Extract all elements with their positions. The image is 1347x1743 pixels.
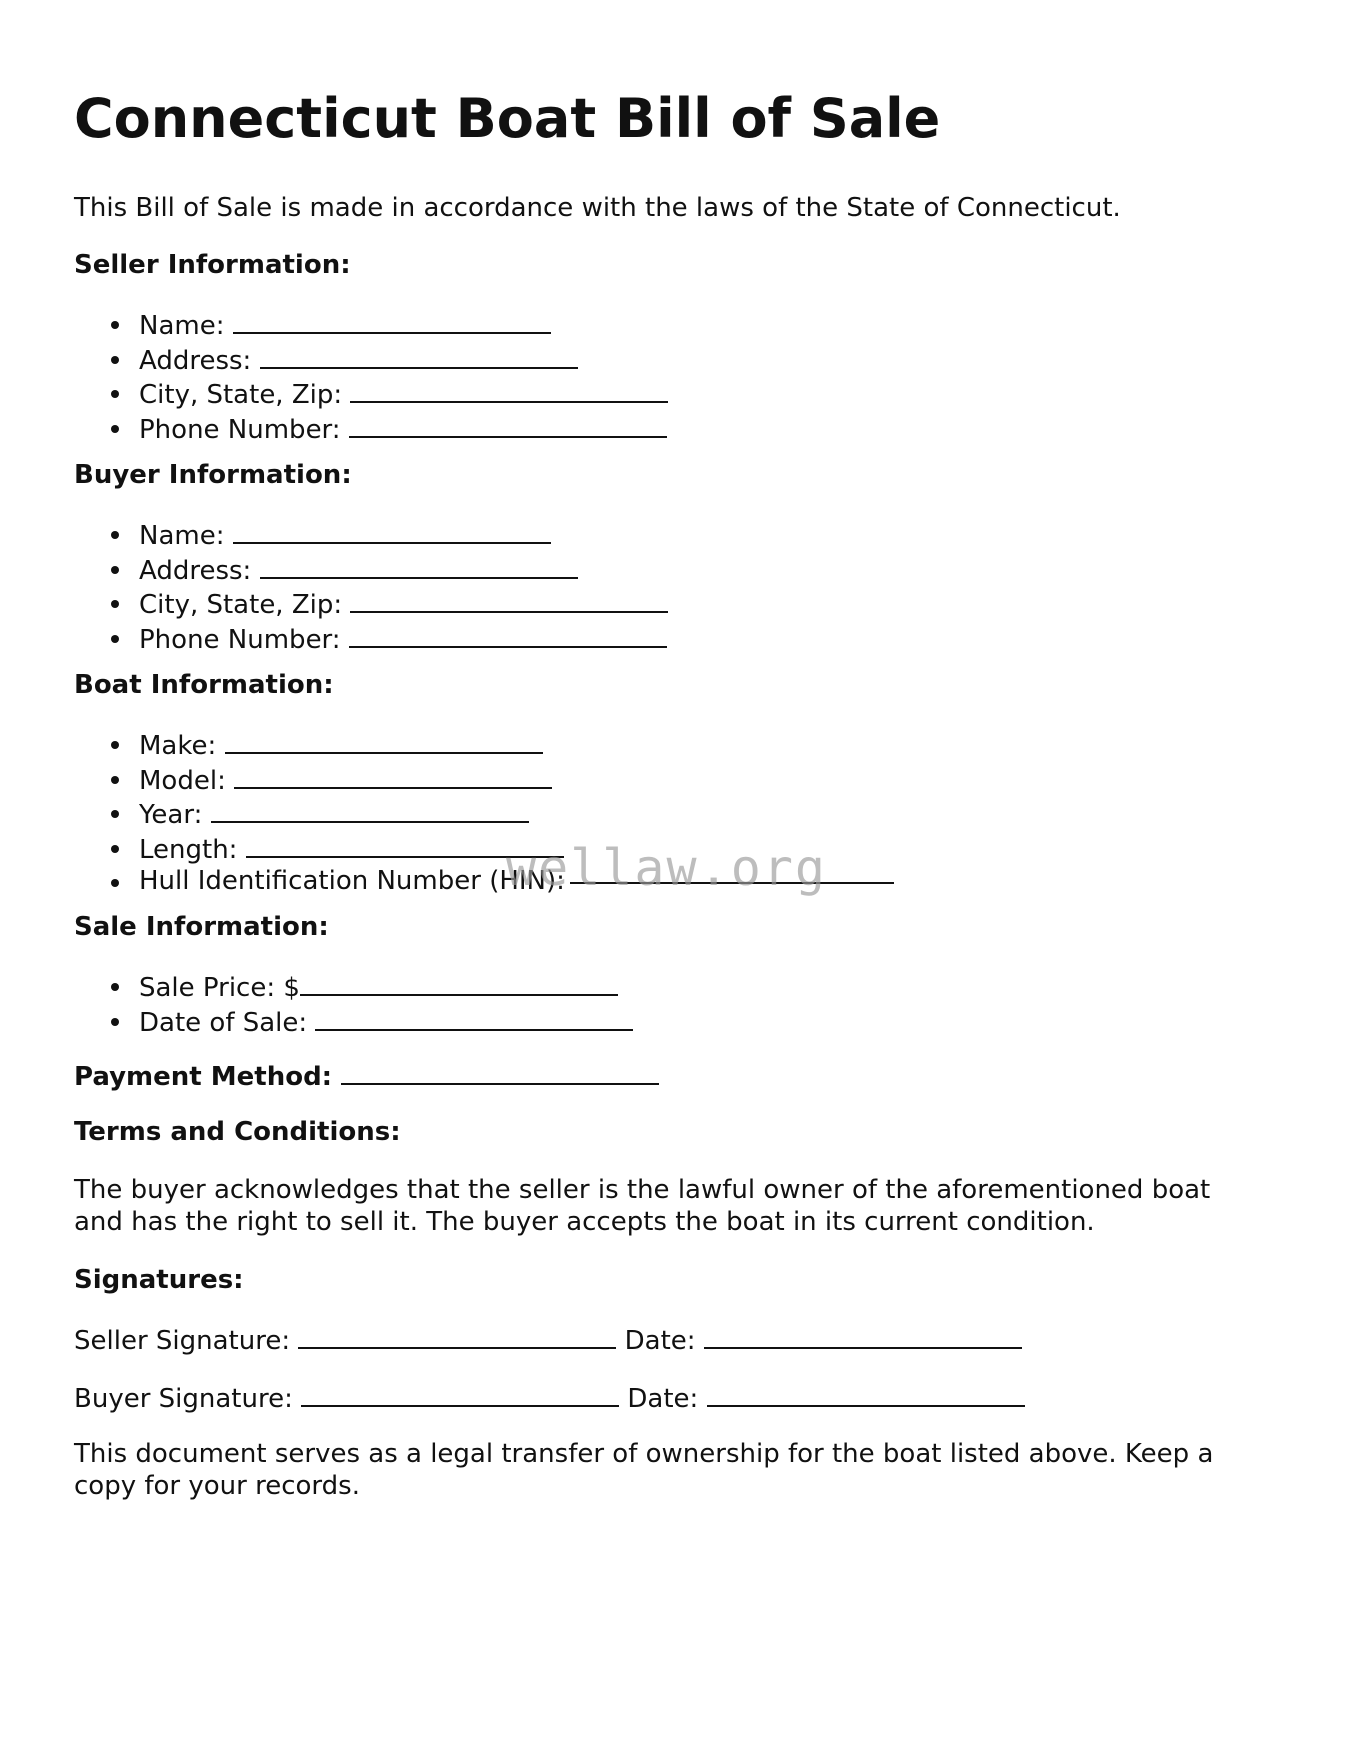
boat-hin-field[interactable]: Hull Identification Number (HIN): (74, 866, 565, 898)
fill-line[interactable] (315, 1005, 633, 1031)
buyer-date-line[interactable] (707, 1381, 1025, 1407)
payment-method-field[interactable]: Payment Method: (74, 1059, 659, 1094)
sale-price-field[interactable]: Sale Price: $ (74, 970, 633, 1005)
buyer-heading: Buyer Information: (74, 460, 352, 490)
boat-fields-list (74, 728, 565, 898)
boat-year-field[interactable]: Year: (74, 797, 565, 832)
terms-heading: Terms and Conditions: (74, 1117, 401, 1147)
fill-line[interactable] (260, 553, 578, 579)
boat-model-field[interactable]: Model: (74, 763, 565, 798)
fill-line[interactable] (350, 587, 668, 613)
fill-line[interactable] (349, 622, 667, 648)
fill-line[interactable] (233, 308, 551, 334)
buyer-signature-label: Buyer Signature: (74, 1384, 293, 1414)
buyer-name-field[interactable]: Name: (74, 518, 668, 553)
sale-fields-list (74, 970, 633, 1039)
seller-city-state-zip-field[interactable]: City, State, Zip: (74, 377, 668, 412)
buyer-date-label: Date: (627, 1384, 699, 1414)
watermark: wellaw.org (506, 839, 828, 897)
fill-line[interactable] (211, 797, 529, 823)
seller-heading: Seller Information: (74, 250, 351, 280)
intro-paragraph: This Bill of Sale is made in accordance with the laws of the State of Connecticut. (74, 193, 1121, 223)
seller-address-field[interactable]: Address: (74, 343, 668, 378)
buyer-fields-list (74, 518, 668, 656)
terms-paragraph: The buyer acknowledges that the seller is the lawful owner of the aforementioned boat and has the right to sell it. The buyer accepts the boat in its current condition. (74, 1175, 1211, 1237)
boat-heading: Boat Information: (74, 670, 334, 700)
seller-signature-label: Seller Signature: (74, 1326, 291, 1356)
boat-make-field[interactable]: Make: (74, 728, 565, 763)
fill-line[interactable] (234, 763, 552, 789)
buyer-signature-line[interactable] (301, 1381, 619, 1407)
boat-length-field[interactable]: Length: (74, 832, 565, 867)
signatures-heading: Signatures: (74, 1265, 244, 1295)
buyer-signature-row (74, 1381, 1025, 1416)
seller-date-line[interactable] (704, 1323, 1022, 1349)
fill-line[interactable] (350, 377, 668, 403)
sale-heading: Sale Information: (74, 912, 329, 942)
fill-line[interactable] (260, 343, 578, 369)
fill-line[interactable] (225, 728, 543, 754)
fill-line[interactable] (341, 1059, 659, 1085)
buyer-phone-field[interactable]: Phone Number: (74, 622, 668, 657)
fill-line[interactable] (300, 970, 618, 996)
fill-line[interactable] (349, 412, 667, 438)
buyer-address-field[interactable]: Address: (74, 553, 668, 588)
seller-signature-row (74, 1323, 1022, 1358)
buyer-city-state-zip-field[interactable]: City, State, Zip: (74, 587, 668, 622)
sale-date-field[interactable]: Date of Sale: (74, 1005, 633, 1040)
fill-line[interactable] (233, 518, 551, 544)
seller-phone-field[interactable]: Phone Number: (74, 412, 668, 447)
seller-name-field[interactable]: Name: (74, 308, 668, 343)
seller-date-label: Date: (624, 1326, 696, 1356)
seller-signature-line[interactable] (298, 1323, 616, 1349)
document-title: Connecticut Boat Bill of Sale (74, 87, 941, 150)
seller-fields-list (74, 308, 668, 446)
footer-note: This document serves as a legal transfer of ownership for the boat listed above. Keep a copy for your records. (74, 1439, 1214, 1501)
